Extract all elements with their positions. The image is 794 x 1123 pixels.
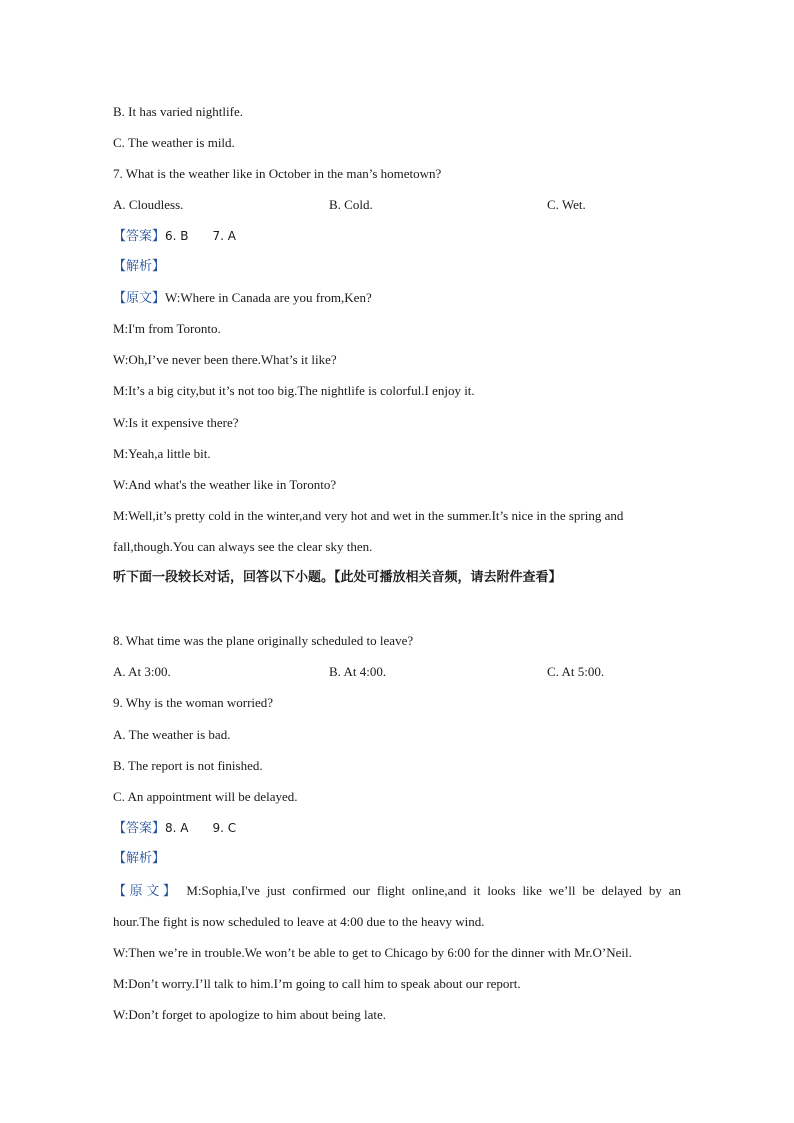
- answer-8: 8. A: [165, 821, 189, 835]
- transcript-1-line-9: fall,though.You can always see the clear sky then.: [113, 539, 373, 554]
- q8-option-a: A. At 3:00.: [113, 664, 171, 679]
- q9-question: 9. Why is the woman worried?: [113, 695, 274, 710]
- transcript-label: 【原文】: [113, 291, 166, 306]
- q7-option-a: A. Cloudless.: [113, 197, 184, 212]
- q9-option-a: A. The weather is bad.: [113, 727, 231, 742]
- transcript-text: W:Where in Canada are you from,Ken?: [165, 290, 372, 305]
- transcript-1-line-4: M:It’s a big city,but it’s not too big.The nightlife is colorful.I enjoy it.: [113, 383, 475, 398]
- q9-option-b: B. The report is not finished.: [113, 758, 263, 773]
- q8-option-b: B. At 4:00.: [329, 664, 387, 679]
- transcript-1-line-5: W:Is it expensive there?: [113, 415, 239, 430]
- listening-instruction: 听下面一段较长对话，回答以下小题。【此处可播放相关音频，请去附件查看】: [113, 570, 562, 585]
- q7-option-c: C. Wet.: [547, 197, 586, 212]
- q7-question: 7. What is the weather like in October in the man’s hometown?: [113, 166, 442, 181]
- transcript-2-line-4: M:Don’t worry.I’ll talk to him.I’m going to call him to speak about our report.: [113, 976, 521, 991]
- transcript-1-line-6: M:Yeah,a little bit.: [113, 446, 211, 461]
- answer-9: 9. C: [212, 821, 237, 835]
- transcript-2-line-5: W:Don’t forget to apologize to him about being late.: [113, 1007, 387, 1022]
- answer-row-1: [113, 228, 236, 245]
- transcript-1-line-7: W:And what's the weather like in Toronto?: [113, 477, 337, 492]
- transcript-2-line-1: [113, 883, 681, 900]
- q7-option-b: B. Cold.: [329, 197, 373, 212]
- transcript-label: 【原文】: [113, 884, 180, 899]
- transcript-2-line-2: hour.The fight is now scheduled to leave at 4:00 due to the heavy wind.: [113, 914, 485, 929]
- analysis-label-1: 【解析】: [113, 259, 166, 274]
- answer-label: 【答案】: [113, 229, 166, 244]
- answer-7: 7. A: [212, 229, 236, 243]
- q6-option-b: B. It has varied nightlife.: [113, 104, 243, 119]
- q8-question: 8. What time was the plane originally scheduled to leave?: [113, 633, 414, 648]
- answer-6: 6. B: [165, 229, 189, 243]
- transcript-1-line-2: M:I'm from Toronto.: [113, 321, 221, 336]
- q9-option-c: C. An appointment will be delayed.: [113, 789, 298, 804]
- answer-row-2: [113, 820, 236, 837]
- q8-option-c: C. At 5:00.: [547, 664, 605, 679]
- answer-label: 【答案】: [113, 821, 166, 836]
- transcript-2-line-3: W:Then we’re in trouble.We won’t be able to get to Chicago by 6:00 for the dinner with Mr.O’Neil.: [113, 945, 632, 960]
- transcript-1-line-1: [113, 290, 372, 307]
- transcript-text: M:Sophia,I've just confirmed our flight online,and it looks like we’ll be delayed by an: [186, 883, 681, 898]
- analysis-label-2: 【解析】: [113, 851, 166, 866]
- q6-option-c: C. The weather is mild.: [113, 135, 235, 150]
- transcript-1-line-8: M:Well,it’s pretty cold in the winter,and very hot and wet in the summer.It’s nice in the spring and: [113, 508, 624, 523]
- transcript-1-line-3: W:Oh,I’ve never been there.What’s it like?: [113, 352, 337, 367]
